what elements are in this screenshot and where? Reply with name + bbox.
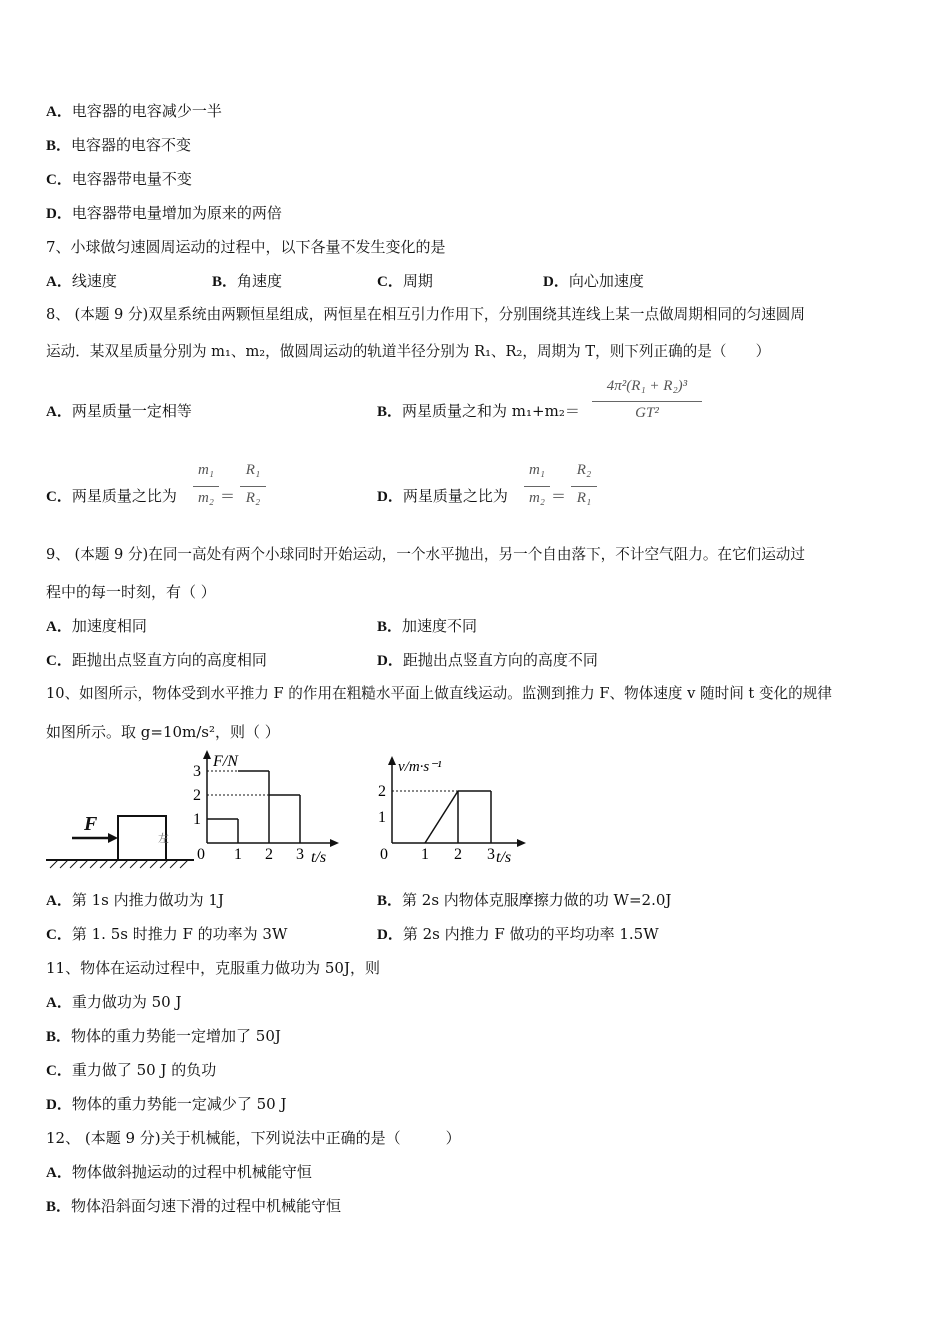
- fraction-numerator: R₂: [576, 462, 592, 478]
- velocity-time-chart: [372, 750, 532, 870]
- t-axis-arrow: [517, 839, 526, 847]
- fraction-bar: [592, 401, 702, 402]
- q7-stem: 7、小球做匀速圆周运动的过程中，以下各量不发生变化的是: [46, 238, 446, 256]
- fraction-bar: [571, 486, 597, 487]
- t-axis-label: t/s: [311, 849, 327, 866]
- x-tick-label: 2: [454, 846, 462, 863]
- q11-stem: 11、物体在运动过程中，克服重力做功为 50J，则: [46, 959, 380, 977]
- fraction-numerator: m₁: [197, 462, 215, 478]
- q9-option-a: A．加速度相同: [46, 617, 147, 635]
- fraction-denominator: m₂: [197, 490, 215, 506]
- t-axis-arrow: [330, 839, 339, 847]
- v-axis-arrow: [388, 756, 396, 765]
- q10-option-a: A．第 1s 内推力做功为 1J: [46, 891, 224, 909]
- q10-option-b: B．第 2s 内物体克服摩擦力做的功 W=2.0J: [377, 891, 672, 909]
- fraction-denominator: R₂: [245, 490, 261, 506]
- q12-stem: 12、 (本题 9 分)关于机械能，下列说法中正确的是（ ）: [46, 1129, 461, 1147]
- q9-option-b: B．加速度不同: [377, 617, 478, 635]
- fraction-bar: [193, 486, 219, 487]
- fraction-bar: [240, 486, 266, 487]
- q8-stem-line1: 8、 (本题 9 分)双星系统由两颗恒星组成，两恒星在相互引力作用下，分别围绕其连线上某一点做周期相同的匀速圆周: [46, 306, 805, 323]
- x-tick-label: 3: [296, 846, 304, 863]
- y-tick-label: 2: [378, 783, 386, 800]
- fraction-denominator: R₁: [576, 490, 592, 506]
- x-tick-label: 2: [265, 846, 273, 863]
- force-time-chart: [185, 750, 345, 870]
- fraction-numerator: m₁: [528, 462, 546, 478]
- q8-option-c-equals: ＝: [220, 487, 236, 505]
- fraction-numerator: R₁: [245, 462, 261, 478]
- y-tick-label: 2: [193, 787, 201, 804]
- q8-option-a: A．两星质量一定相等: [46, 402, 192, 420]
- q6-option-d: D．电容器带电量增加为原来的两倍: [46, 204, 282, 222]
- q9-stem-line2: 程中的每一时刻，有（ ）: [46, 583, 216, 601]
- ground-hatching: [50, 860, 188, 868]
- q8-option-c: C．两星质量之比为: [46, 487, 177, 505]
- x-tick-label: 1: [421, 846, 429, 863]
- q12-option-a: A．物体做斜抛运动的过程中机械能守恒: [46, 1163, 312, 1181]
- t-axis-label: t/s: [496, 849, 512, 866]
- q8-option-c-left-fraction: [193, 462, 219, 512]
- x-tick-label: 1: [234, 846, 242, 863]
- x-tick-label: 3: [487, 846, 495, 863]
- q11-option-b: B．物体的重力势能一定增加了 50J: [46, 1027, 281, 1045]
- q8-option-d: D．两星质量之比为: [377, 487, 508, 505]
- block-label: 左: [158, 833, 169, 845]
- q8-option-b-fraction: [592, 378, 702, 426]
- q10-option-d: D．第 2s 内推力 F 做功的平均功率 1.5W: [377, 925, 659, 943]
- q10-stem-line2: 如图所示。取 g=10m/s²，则（ ）: [46, 723, 280, 741]
- y-tick-label: 3: [193, 763, 201, 780]
- q8-option-d-equals: ＝: [551, 487, 567, 505]
- q8-option-d-left-fraction: [524, 462, 550, 512]
- q8-option-b: B．两星质量之和为 m₁+m₂＝: [377, 402, 580, 420]
- q7-option-d: D．向心加速度: [543, 272, 644, 290]
- q9-option-c: C．距抛出点竖直方向的高度相同: [46, 651, 267, 669]
- q7-option-b: B．角速度: [212, 272, 283, 290]
- q8-option-d-right-fraction: [571, 462, 597, 512]
- fraction-bar: [524, 486, 550, 487]
- origin-label: 0: [197, 846, 205, 863]
- q9-option-d: D．距抛出点竖直方向的高度不同: [377, 651, 598, 669]
- q11-option-c: C．重力做了 50 J 的负功: [46, 1061, 217, 1079]
- q7-option-a: A．线速度: [46, 272, 117, 290]
- f-axis-label: F/N: [213, 753, 238, 770]
- block-diagram: [46, 800, 196, 870]
- fraction-denominator: m₂: [528, 490, 546, 506]
- q7-option-c: C．周期: [377, 272, 433, 290]
- q10-option-c: C．第 1. 5s 时推力 F 的功率为 3W: [46, 925, 288, 943]
- f-axis-arrow: [203, 750, 211, 759]
- q8-option-c-right-fraction: [240, 462, 266, 512]
- q12-option-b: B．物体沿斜面匀速下滑的过程中机械能守恒: [46, 1197, 342, 1215]
- fraction-numerator: 4π²(R₁ + R₂)³: [606, 378, 688, 394]
- y-tick-label: 1: [378, 809, 386, 826]
- q6-option-c: C．电容器带电量不变: [46, 170, 192, 188]
- q6-option-b: B．电容器的电容不变: [46, 136, 192, 154]
- y-tick-label: 1: [193, 811, 201, 828]
- q9-stem-line1: 9、 (本题 9 分)在同一高处有两个小球同时开始运动，一个水平抛出，另一个自由落下，不计空气阻力。在它们运动过: [46, 546, 805, 563]
- q8-stem-line2: 运动．某双星质量分别为 m₁、m₂，做圆周运动的轨道半径分别为 R₁、R₂，周期为 T，则下列正确的是（ ）: [46, 343, 771, 360]
- force-arrow-head: [108, 833, 118, 843]
- fraction-denominator: GT²: [635, 405, 659, 421]
- v-axis-label: v/m·s⁻¹: [398, 759, 442, 775]
- q11-option-a: A．重力做功为 50 J: [46, 993, 182, 1011]
- v-segment: [425, 791, 458, 843]
- force-label: F: [84, 813, 98, 835]
- q10-stem-line1: 10、如图所示，物体受到水平推力 F 的作用在粗糙水平面上做直线运动。监测到推力 F、物体速度 v 随时间 t 变化的规律: [46, 685, 832, 702]
- q11-option-d: D．物体的重力势能一定减少了 50 J: [46, 1095, 287, 1113]
- origin-label: 0: [380, 846, 388, 863]
- q6-option-a: A．电容器的电容减少一半: [46, 102, 222, 120]
